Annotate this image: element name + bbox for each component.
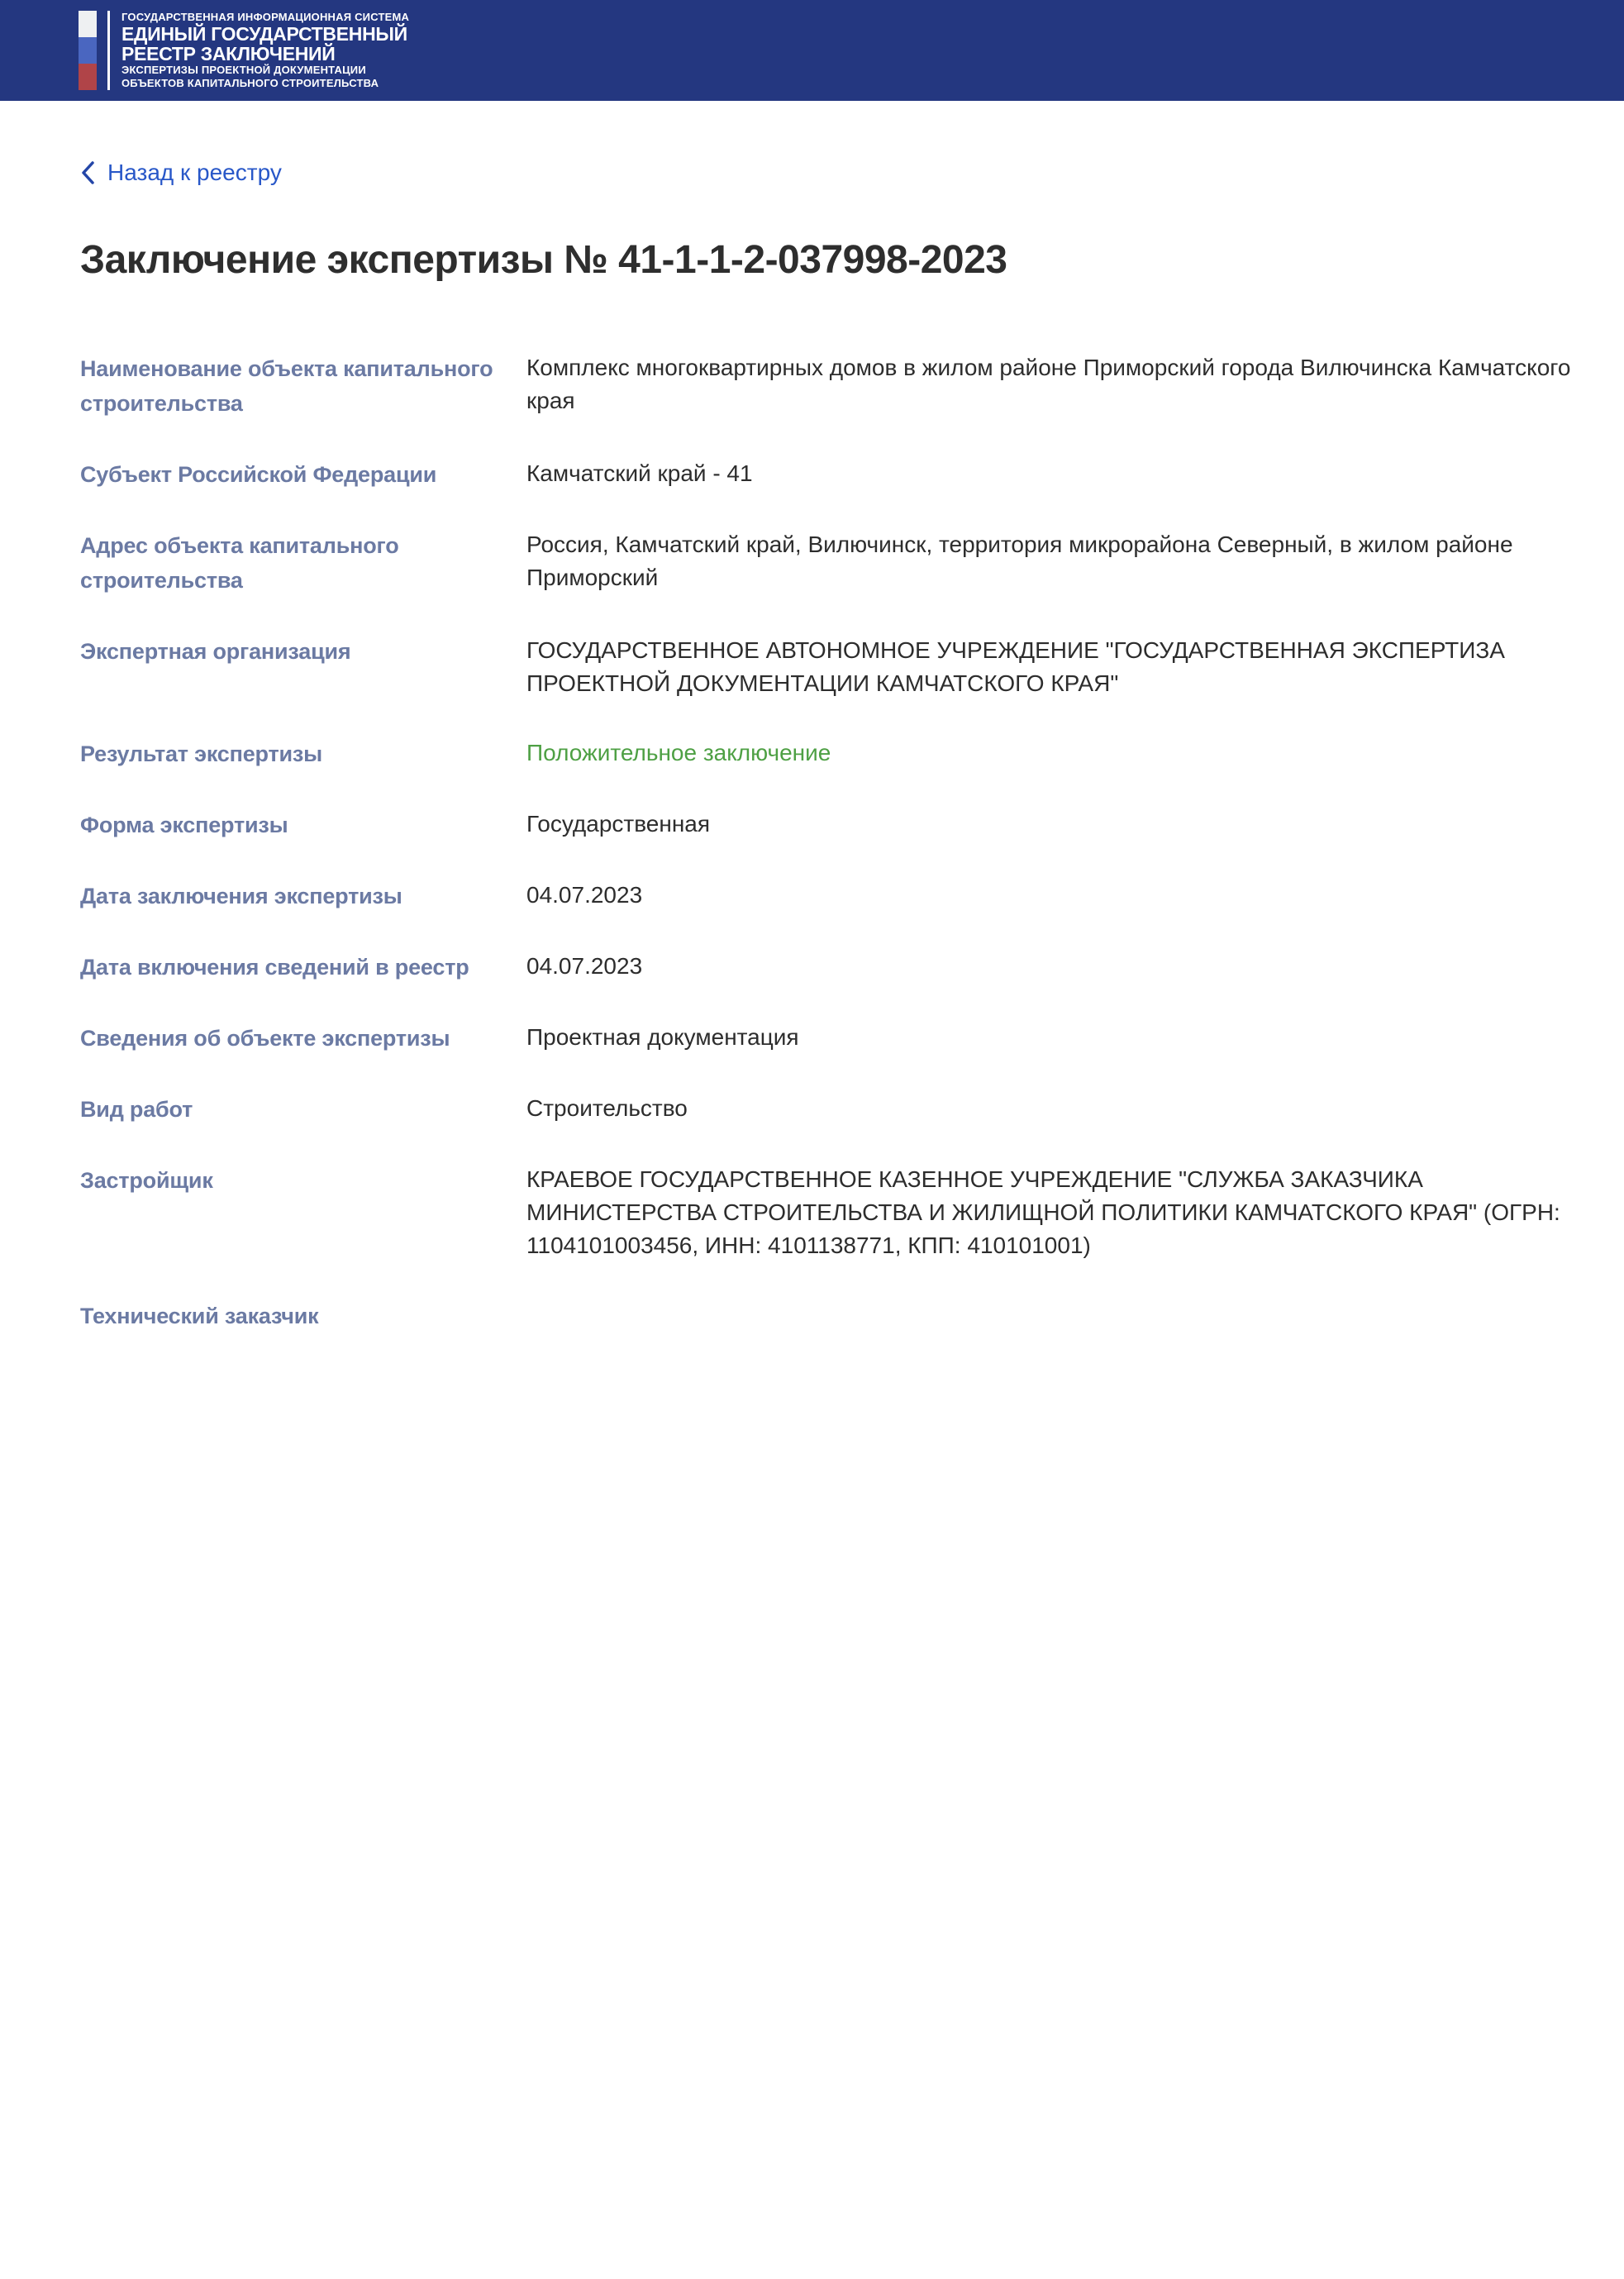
detail-row-expertise-form [80, 808, 1574, 842]
app-header [0, 0, 1624, 101]
page-title: Заключение экспертизы № 41-1-1-2-037998-2023 [80, 238, 1007, 282]
detail-row-expertise-object-info [80, 1021, 1574, 1056]
detail-value: КРАЕВОЕ ГОСУДАРСТВЕННОЕ КАЗЕННОЕ УЧРЕЖДЕНИЕ "СЛУЖБА ЗАКАЗЧИКА МИНИСТЕРСТВА СТРОИТЕЛЬСТВА И ЖИЛИЩНОЙ ПОЛИТИКИ КАМЧАТСКОГО КРАЯ" (ОГРН: 1104101003456, ИНН: 4101138771, КПП: 410101001) [526, 1166, 1560, 1258]
details-list [80, 351, 1574, 1333]
header-system-label: ГОСУДАРСТВЕННАЯ ИНФОРМАЦИОННАЯ СИСТЕМА [121, 11, 410, 23]
detail-label: Вид работ [80, 1097, 193, 1122]
detail-label: Результат экспертизы [80, 741, 322, 766]
egrz-logo[interactable] [79, 11, 409, 90]
main-content [0, 101, 1624, 1333]
header-text [121, 11, 409, 90]
detail-label: Застройщик [80, 1168, 213, 1193]
detail-row-region [80, 457, 1574, 492]
detail-row-conclusion-date [80, 879, 1574, 913]
detail-label: Сведения об объекте экспертизы [80, 1026, 450, 1051]
detail-row-expert-organization [80, 634, 1574, 700]
header-title-line2: РЕЕСТР ЗАКЛЮЧЕНИЙ [121, 43, 336, 64]
detail-value: Комплекс многоквартирных домов в жилом районе Приморский города Вилючинска Камчатского края [526, 355, 1571, 413]
status-positive-conclusion: Положительное заключение [526, 740, 831, 765]
detail-row-technical-customer [80, 1299, 1574, 1333]
detail-value: 04.07.2023 [526, 953, 643, 979]
russian-flag-icon [79, 11, 97, 90]
detail-value: Камчатский край - 41 [526, 460, 753, 486]
detail-label: Наименование объекта капитального строительства [80, 356, 493, 416]
header-subtitle-line2: ОБЪЕКТОВ КАПИТАЛЬНОГО СТРОИТЕЛЬСТВА [121, 77, 379, 89]
detail-value: Россия, Камчатский край, Вилючинск, территория микрорайона Северный, в жилом районе Приморский [526, 532, 1513, 590]
detail-value: ГОСУДАРСТВЕННОЕ АВТОНОМНОЕ УЧРЕЖДЕНИЕ "ГОСУДАРСТВЕННАЯ ЭКСПЕРТИЗА ПРОЕКТНОЙ ДОКУМЕНТАЦИИ КАМЧАТСКОГО КРАЯ" [526, 637, 1505, 696]
detail-value: Государственная [526, 811, 711, 837]
back-link-label: Назад к реестру [107, 160, 282, 185]
header-subtitle-line1: ЭКСПЕРТИЗЫ ПРОЕКТНОЙ ДОКУМЕНТАЦИИ [121, 64, 366, 76]
detail-label: Технический заказчик [80, 1304, 319, 1328]
detail-row-work-type [80, 1092, 1574, 1127]
detail-label: Форма экспертизы [80, 813, 288, 837]
detail-row-address [80, 528, 1574, 598]
detail-value: 04.07.2023 [526, 882, 643, 908]
detail-value: Строительство [526, 1095, 688, 1121]
chevron-left-icon [80, 160, 95, 185]
detail-row-developer [80, 1163, 1574, 1262]
back-to-registry-link[interactable] [80, 160, 282, 186]
detail-label: Дата заключения экспертизы [80, 884, 402, 908]
detail-row-expertise-result [80, 737, 1574, 771]
detail-label: Субъект Российской Федерации [80, 462, 437, 487]
detail-row-object-name [80, 351, 1574, 421]
detail-value: Проектная документация [526, 1024, 799, 1050]
logo-divider [107, 11, 110, 90]
detail-label: Дата включения сведений в реестр [80, 955, 469, 980]
detail-label: Адрес объекта капитального строительства [80, 533, 399, 593]
header-title-line1: ЕДИНЫЙ ГОСУДАРСТВЕННЫЙ [121, 23, 407, 45]
detail-label: Экспертная организация [80, 639, 351, 664]
detail-row-registry-inclusion-date [80, 950, 1574, 985]
